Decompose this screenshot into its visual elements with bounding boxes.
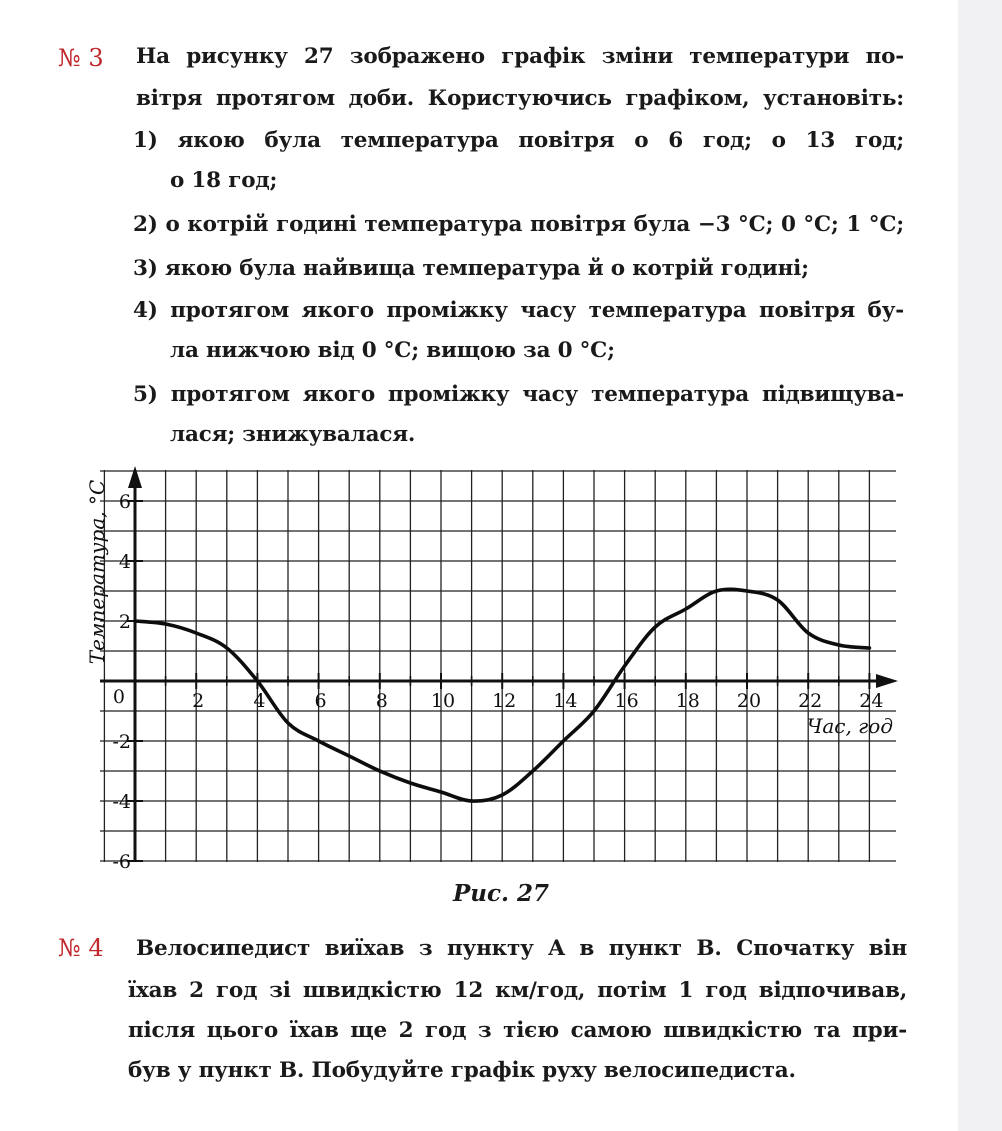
x-tick-label: 2 xyxy=(192,690,205,712)
task3-item-5-cont: лася; знижувалася. xyxy=(170,422,416,447)
x-axis-title: Час, год xyxy=(806,714,893,738)
task3-item-1-cont: о 18 год; xyxy=(170,168,278,193)
x-axis-arrow xyxy=(876,674,898,688)
task3-number: № 3 xyxy=(58,44,104,72)
task4-line-1: Велосипедист виїхав з пункту A в пункт B. Спочатку він xyxy=(136,936,907,961)
task3-item-1: 1) якою була температура повітря о 6 год; о 13 год; xyxy=(133,128,904,153)
task3-line-2: вітря протягом доби. Користуючись графіком, установіть: xyxy=(136,86,904,111)
task3-item-4: 4) протягом якого проміжку часу температура повітря бу- xyxy=(133,298,904,323)
y-axis-title: Температура, °C xyxy=(85,479,109,665)
x-tick-label: 14 xyxy=(553,690,578,712)
x-tick-label: 24 xyxy=(859,690,884,712)
y-tick-label: 2 xyxy=(118,611,131,633)
x-tick-label: 20 xyxy=(736,690,762,712)
task3-item-2: 2) о котрій годині температура повітря була −3 °C; 0 °C; 1 °C; xyxy=(133,212,904,237)
y-tick-label: -4 xyxy=(112,791,131,813)
task4-line-2: їхав 2 год зі швидкістю 12 км/год, потім 1 год відпочивав, xyxy=(128,978,907,1003)
task3-item-3: 3) якою була найвища температура й о котрій годині; xyxy=(133,256,809,281)
x-tick-label: 18 xyxy=(675,690,700,712)
x-tick-label: 10 xyxy=(430,690,456,712)
task3-item-4-cont: ла нижчою від 0 °C; вищою за 0 °C; xyxy=(170,338,615,363)
x-tick-label: 16 xyxy=(614,690,639,712)
task3-line-1: На рисунку 27 зображено графік зміни температури по- xyxy=(136,44,904,69)
right-margin-panel xyxy=(958,0,1002,1131)
task4-line-3: після цього їхав ще 2 год з тією самою швидкістю та при- xyxy=(128,1018,907,1043)
task4-number: № 4 xyxy=(58,934,104,962)
y-axis-arrow xyxy=(128,466,142,488)
x-tick-label: 12 xyxy=(492,690,517,712)
x-tick-label: 4 xyxy=(253,690,266,712)
figure-caption: Рис. 27 xyxy=(452,880,550,907)
task4-line-4: був у пункт B. Побудуйте графік руху велосипедиста. xyxy=(128,1058,796,1083)
x-tick-label: 8 xyxy=(375,690,388,712)
y-tick-label: -6 xyxy=(112,851,131,873)
y-tick-label: 6 xyxy=(118,491,131,513)
x-tick-label: 22 xyxy=(798,690,823,712)
origin-label: 0 xyxy=(112,686,125,708)
task3-item-5: 5) протягом якого проміжку часу температура підвищува- xyxy=(133,382,904,407)
y-tick-label: 4 xyxy=(118,551,131,573)
x-tick-label: 6 xyxy=(314,690,327,712)
y-tick-label: -2 xyxy=(112,731,131,753)
